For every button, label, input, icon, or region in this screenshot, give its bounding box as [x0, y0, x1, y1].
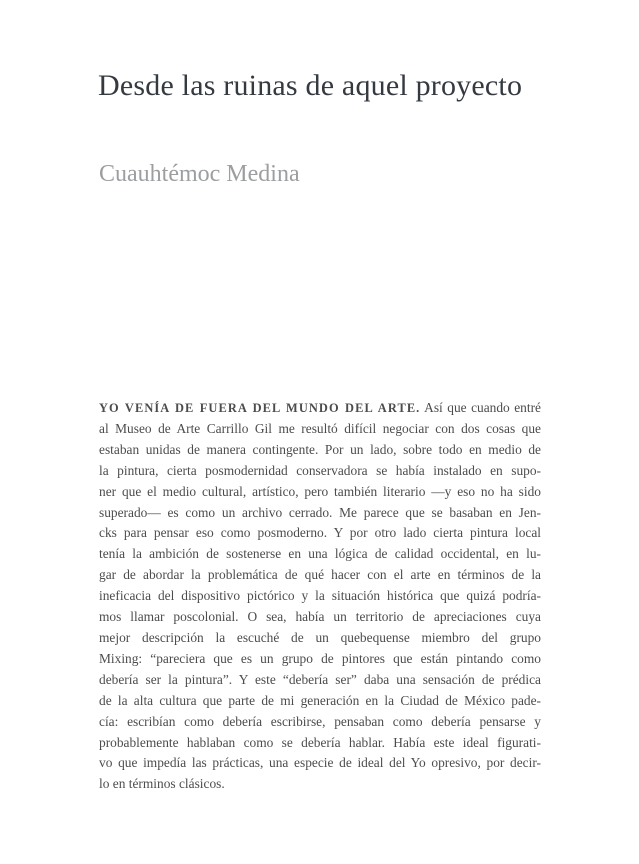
body-line: ner que el medio cultural, artístico, pero también literario —y eso no ha sido: [99, 483, 541, 499]
body-line: al Museo de Arte Carrillo Gil me resultó difícil negociar con dos cosas que: [99, 420, 541, 436]
author-name: Cuauhtémoc Medina: [99, 161, 300, 187]
body-line: Mixing: “pareciera que es un grupo de pintores que están pintando como: [99, 650, 541, 666]
body-line: lo en términos clásicos.: [99, 776, 225, 792]
page-title: Desde las ruinas de aquel proyecto: [98, 69, 523, 102]
body-line: gar de abordar la problemática de qué hacer con el arte en términos de la: [99, 567, 541, 583]
body-paragraph: [99, 398, 541, 795]
body-line: superado— es como un archivo cerrado. Me parece que se basaban en Jen-: [99, 504, 541, 520]
body-line: de la alta cultura que parte de mi generación en la Ciudad de México pade-: [99, 692, 541, 708]
body-lines: [99, 419, 541, 795]
body-line-first: [99, 398, 541, 419]
body-line: ineficacia del dispositivo pictórico y la situación histórica que quizá podría-: [99, 588, 541, 604]
body-line: cks para pensar eso como posmoderno. Y por otro lado cierta pintura local: [99, 525, 541, 541]
body-line: la pintura, cierta posmodernidad conservadora se había instalado en supo-: [99, 462, 541, 478]
body-line: estaban unidas de manera contingente. Por un lado, sobre todo en medio de: [99, 441, 541, 457]
paragraph-first-line-continuation: Así que cuando entré: [424, 400, 541, 415]
body-line: mejor descripción la escuché de un quebequense miembro del grupo: [99, 629, 541, 645]
body-line: debería ser la pintura”. Y este “debería ser” daba una sensación de prédica: [99, 671, 541, 687]
paragraph-lead-smallcaps: YO VENÍA DE FUERA DEL MUNDO DEL ARTE.: [99, 401, 421, 415]
body-line: mos llamar poscolonial. O sea, había un territorio de apreciaciones cuya: [99, 609, 541, 625]
body-line: tenía la ambición de sostenerse en una lógica de calidad occidental, en lu-: [99, 546, 541, 562]
body-line: cía: escribían como debería escribirse, pensaban como debería pensarse y: [99, 713, 541, 729]
body-line: probablemente hablaban como se debería hablar. Había este ideal figurati-: [99, 734, 541, 750]
body-line: vo que impedía las prácticas, una especie de ideal del Yo opresivo, por decir-: [99, 755, 541, 771]
